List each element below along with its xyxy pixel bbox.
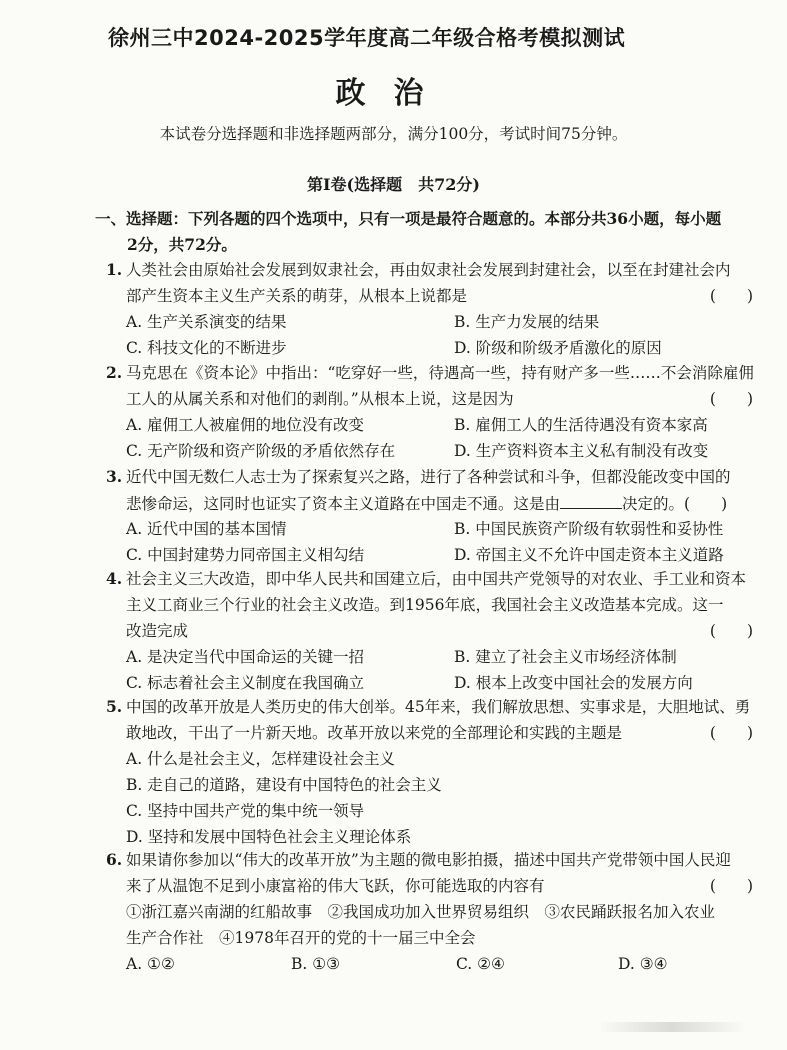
part-intro [95,206,755,258]
option-d: D. 帝国主义不允许中国走资本主义道路 [454,546,724,564]
option-d: D. 生产资料资本主义私有制没有改变 [454,442,709,460]
question-number: 1. [106,260,123,279]
option-a: A. 雇佣工人被雇佣的地位没有改变 [126,416,365,434]
option-b: B. ①③ [291,955,341,973]
option-c: C. 无产阶级和资产阶级的矛盾依然存在 [126,442,396,460]
question-6 [106,847,761,977]
option-b: B. 雇佣工人的生活待遇没有资本家高 [454,416,708,434]
question-stem-line: 马克思在《资本论》中指出：“吃穿好一些，待遇高一些，持有财产多一些……不会消除雇佣 [126,364,754,382]
question-stem-line: 敢地改，干出了一片新天地。改革开放以来党的全部理论和实践的主题是 [126,724,623,742]
answer-parenthesis: ( ) [709,622,753,640]
option-b: B. 走自己的道路，建设有中国特色的社会主义 [126,776,442,794]
question-2 [106,360,761,464]
question-number: 2. [106,363,123,382]
option-c: C. 科技文化的不断进步 [126,339,287,357]
question-number: 4. [106,569,123,588]
option-c: C. 标志着社会主义制度在我国确立 [126,674,365,692]
question-stem-line: 部产生资本主义生产关系的萌芽，从根本上说都是 [126,287,468,305]
question-number: 6. [106,850,123,869]
answer-parenthesis: ( ) [709,724,753,742]
option-d: D. 坚持和发展中国特色社会主义理论体系 [126,828,412,846]
part-intro-line: 一、选择题：下列各题的四个选项中，只有一项是最符合题意的。本部分共36小题，每小题 [95,209,722,228]
answer-parenthesis: ( ) [709,390,753,408]
question-stem-line: 悲惨命运，这同时也证实了资本主义道路在中国走不通。这是由 [126,495,561,513]
question-number: 5. [106,697,123,716]
fill-in-blank [560,490,622,509]
part-intro-line: 2分，共72分。 [127,235,237,254]
question-choice-items: ①浙江嘉兴南湖的红船故事 ②我国成功加入世界贸易组织 ③农民踊跃报名加入农业 [126,903,716,921]
option-a: A. 什么是社会主义，怎样建设社会主义 [126,750,396,768]
question-stem-line: 工人的从属关系和对他们的剥削。”从根本上说，这是因为 [126,390,514,408]
exam-instructions: 本试卷分选择题和非选择题两部分，满分100分，考试时间75分钟。 [159,125,628,143]
answer-parenthesis: ( ) [709,287,753,305]
question-stem-line: 如果请你参加以“伟大的改革开放”为主题的微电影拍摄，描述中国共产党带领中国人民迎 [126,851,731,869]
option-d: D. ③④ [618,955,668,973]
question-stem-line: 改造完成 [126,622,189,640]
option-a: A. 是决定当代中国命运的关键一招 [126,648,365,666]
question-4 [106,566,761,696]
question-stem-line: 人类社会由原始社会发展到奴隶社会，再由奴隶社会发展到封建社会，以至在封建社会内 [126,261,731,279]
question-stem-line: 来了从温饱不足到小康富裕的伟大飞跃，你可能选取的内容有 [126,877,545,895]
option-b: B. 中国民族资产阶级有软弱性和妥协性 [454,520,724,538]
option-c: C. ②④ [456,955,505,973]
section-title: 第Ⅰ卷(选择题 共72分) [307,175,480,194]
question-number: 3. [106,467,123,486]
option-c: C. 中国封建势力同帝国主义相勾结 [126,546,365,564]
option-a: A. 近代中国的基本国情 [126,520,287,538]
question-stem-line: 社会主义三大改造，即中华人民共和国建立后，由中国共产党领导的对农业、手工业和资本 [126,570,747,588]
question-1 [106,257,761,361]
option-a: A. 生产关系演变的结果 [126,313,287,331]
exam-header: 徐州三中2024-2025学年度高二年级合格考模拟测试 [108,26,626,50]
question-stem-line: 近代中国无数仁人志士为了探索复兴之路，进行了各种尝试和斗争，但都没能改变中国的 [126,468,731,486]
question-3 [106,464,761,568]
question-stem-line: 主义工商业三个行业的社会主义改造。到1956年底，我国社会主义改造基本完成。这一 [126,596,724,614]
question-5 [106,694,761,850]
question-stem-line: 决定的。( ) [622,495,728,513]
option-a: A. ①② [126,955,175,973]
question-choice-items: 生产合作社 ④1978年召开的党的十一届三中全会 [126,929,476,947]
option-d: D. 阶级和阶级矛盾激化的原因 [454,339,662,357]
page-smudge [597,1022,747,1032]
answer-parenthesis: ( ) [709,877,753,895]
option-d: D. 根本上改变中国社会的发展方向 [454,674,693,692]
question-stem-line: 中国的改革开放是人类历史的伟大创举。45年来，我们解放思想、实事求是，大胆地试、勇 [126,698,751,716]
option-b: B. 生产力发展的结果 [454,313,600,331]
option-c: C. 坚持中国共产党的集中统一领导 [126,802,365,820]
option-b: B. 建立了社会主义市场经济体制 [454,648,677,666]
subject-title: 政治 [335,76,452,111]
